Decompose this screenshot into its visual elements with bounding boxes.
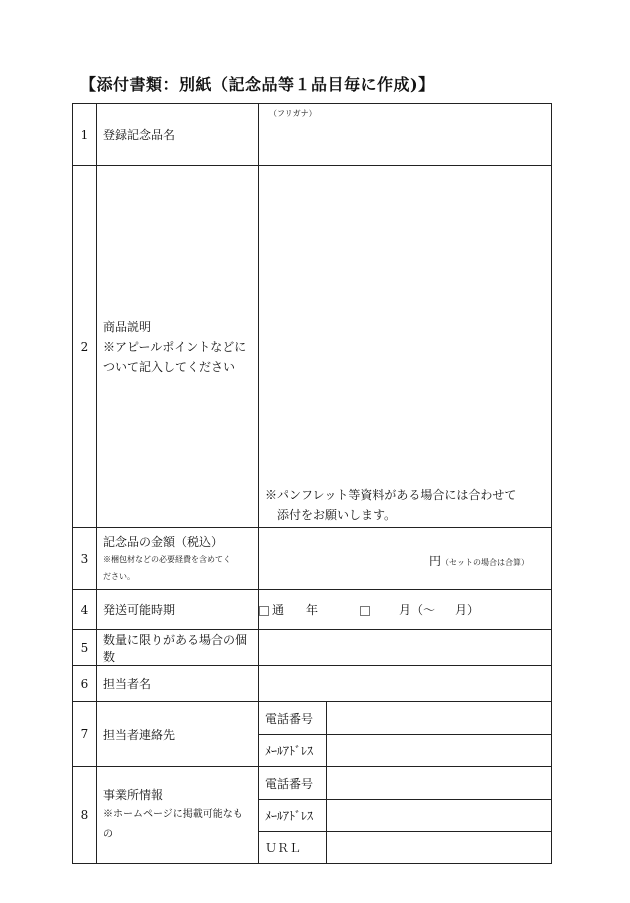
phone-label: 電話番号	[259, 702, 327, 735]
yen-unit: 円	[428, 554, 441, 568]
row-label: 担当者名	[97, 666, 259, 702]
label-line: 商品説明	[103, 319, 152, 334]
row-number: 1	[73, 104, 97, 166]
row-number: 2	[73, 166, 97, 528]
application-form-table	[72, 103, 552, 864]
description-input-cell[interactable]	[259, 166, 552, 528]
row-3	[73, 528, 552, 590]
office-phone-label: 電話番号	[259, 767, 327, 800]
label-sub: ※ホームページに掲載可能なも	[103, 809, 243, 820]
row-label	[97, 166, 259, 528]
office-email-input-cell[interactable]	[327, 800, 552, 832]
row-number: 4	[73, 590, 97, 630]
office-phone-input-cell[interactable]	[327, 767, 552, 800]
contact-name-input-cell[interactable]	[259, 666, 552, 702]
url-label: ＵＲＬ	[259, 832, 327, 864]
row-label: 発送可能時期	[97, 590, 259, 630]
label-line: ※アピールポイントなどに	[103, 339, 247, 354]
furigana-hint: （フリガナ）	[269, 109, 317, 118]
note-line: ※パンフレット等資料がある場合には合わせて	[265, 488, 517, 502]
label-line: ついて記入してください	[103, 359, 236, 374]
checkbox-period[interactable]	[360, 606, 370, 616]
label-sub: ※梱包材などの必要経費を含めてく	[103, 554, 231, 564]
office-email-label: ﾒｰﾙｱﾄﾞﾚｽ	[259, 800, 327, 832]
month-label: 月（〜	[399, 603, 436, 617]
email-label: ﾒｰﾙｱﾄﾞﾚｽ	[259, 735, 327, 767]
note-line: 添付をお願いします。	[277, 508, 397, 522]
row-label: 登録記念品名	[97, 104, 259, 166]
set-note: （セットの場合は合算）	[441, 558, 529, 567]
option-label: 通	[272, 603, 285, 617]
row-label	[97, 528, 259, 590]
row-number: 3	[73, 528, 97, 590]
label-sub: の	[103, 829, 113, 840]
row-number: 8	[73, 767, 97, 864]
label-main: 記念品の金額（税込）	[103, 534, 224, 549]
label-sub: ださい。	[103, 571, 135, 581]
row-label	[97, 767, 259, 864]
row-7a	[73, 702, 552, 735]
row-8a	[73, 767, 552, 800]
row-2	[73, 166, 552, 528]
page-title: 【添付書類：別紙（記念品等１品目毎に作成)】	[80, 75, 435, 94]
price-input-cell[interactable]	[259, 528, 552, 590]
row-4	[73, 590, 552, 630]
email-input-cell[interactable]	[327, 735, 552, 767]
row-label: 数量に限りがある場合の個数	[97, 630, 259, 666]
pamphlet-note	[265, 485, 516, 525]
row-number: 6	[73, 666, 97, 702]
year-label: 年	[306, 603, 319, 617]
phone-input-cell[interactable]	[327, 702, 552, 735]
row-number: 7	[73, 702, 97, 767]
name-input-cell[interactable]	[259, 104, 552, 166]
quantity-input-cell[interactable]	[259, 630, 552, 666]
label-main: 事業所情報	[103, 788, 164, 802]
row-6	[73, 666, 552, 702]
row-number: 5	[73, 630, 97, 666]
row-label: 担当者連絡先	[97, 702, 259, 767]
checkbox-year-round[interactable]	[259, 606, 269, 616]
period-cell	[259, 590, 552, 630]
row-1	[73, 104, 552, 166]
row-5	[73, 630, 552, 666]
yen-label	[429, 552, 529, 569]
url-input-cell[interactable]	[327, 832, 552, 864]
month-end-label: 月）	[455, 603, 480, 617]
